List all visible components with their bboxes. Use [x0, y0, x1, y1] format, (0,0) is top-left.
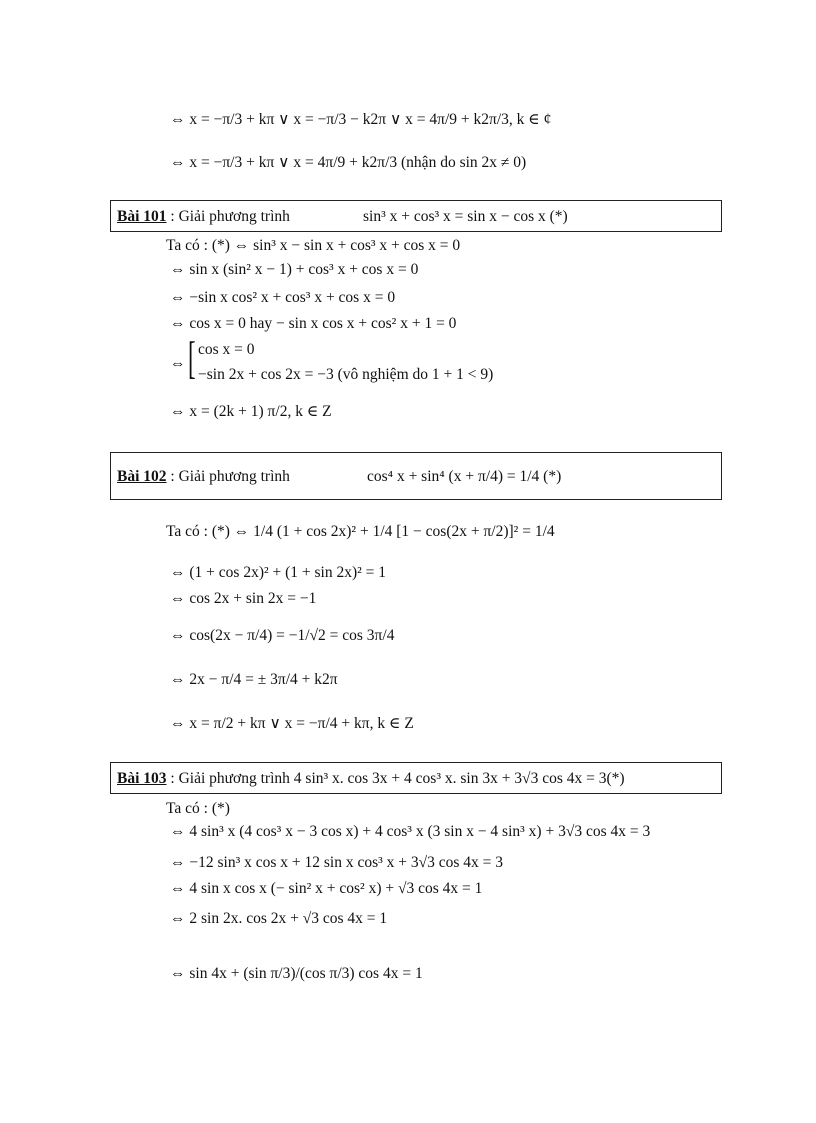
b103-step-2: ⇔ 4 sin³ x (4 cos³ x − 3 cos x) + 4 cos³ x (3 sin x − 4 sin³ x) + 3√3 cos 4x = 3	[170, 823, 651, 840]
b102-step-2: ⇔ (1 + cos 2x)² + (1 + sin 2x)² = 1	[170, 564, 387, 581]
problem-102-header	[110, 452, 722, 500]
b101-step-2: ⇔ sin x (sin² x − 1) + cos³ x + cos x = 0	[170, 261, 419, 278]
b101-equiv-symbol: ⇔	[170, 355, 186, 372]
problem-101-header	[110, 200, 722, 232]
b101-step-3: ⇔ −sin x cos² x + cos³ x + cos x = 0	[170, 289, 396, 306]
b103-step-4: ⇔ 4 sin x cos x (− sin² x + cos² x) + √3 cos 4x = 1	[170, 880, 483, 897]
problem-103-prompt: : Giải phương trình	[170, 770, 290, 787]
b101-step-4: ⇔ cos x = 0 hay − sin x cos x + cos² x + 1 = 0	[170, 315, 457, 332]
b102-step-5: ⇔ 2x − π/4 = ± 3π/4 + k2π	[170, 671, 338, 688]
problem-102-equation: cos⁴ x + sin⁴ (x + π/4) = 1/4 (*)	[367, 468, 562, 485]
b103-step-6: ⇔ sin 4x + (sin π/3)/(cos π/3) cos 4x = 1	[170, 965, 423, 982]
b103-step-1: Ta có : (*)	[166, 800, 230, 817]
b103-step-3: ⇔ −12 sin³ x cos x + 12 sin x cos³ x + 3√3 cos 4x = 3	[170, 854, 504, 871]
problem-102-prompt: : Giải phương trình	[170, 468, 290, 485]
problem-103-header	[110, 762, 722, 794]
b101-step-6: −sin 2x + cos 2x = −3 (vô nghiệm do 1 + 1 < 9)	[198, 366, 494, 383]
problem-101-prompt: : Giải phương trình	[170, 208, 290, 225]
b102-step-3: ⇔ cos 2x + sin 2x = −1	[170, 590, 317, 607]
solution-line-2: ⇔ x = −π/3 + kπ ∨ x = 4π/9 + k2π/3 (nhận do sin 2x ≠ 0)	[170, 154, 527, 171]
b102-step-1: Ta có : (*) ⇔ 1/4 (1 + cos 2x)² + 1/4 [1 − cos(2x + π/2)]² = 1/4	[166, 523, 555, 540]
b101-step-5: cos x = 0	[198, 341, 255, 358]
b101-system-bracket: [	[188, 332, 196, 383]
b101-step-7: ⇔ x = (2k + 1) π/2, k ∈ Z	[170, 403, 332, 420]
problem-101-title: Bài 101	[117, 208, 167, 225]
b103-step-5: ⇔ 2 sin 2x. cos 2x + √3 cos 4x = 1	[170, 910, 388, 927]
problem-103-title: Bài 103	[117, 770, 167, 787]
problem-102-title: Bài 102	[117, 468, 167, 485]
problem-101-equation: sin³ x + cos³ x = sin x − cos x (*)	[363, 208, 568, 225]
problem-103-equation: 4 sin³ x. cos 3x + 4 cos³ x. sin 3x + 3√3 cos 4x = 3(*)	[293, 770, 625, 787]
solution-line-1: ⇔ x = −π/3 + kπ ∨ x = −π/3 − k2π ∨ x = 4π/9 + k2π/3, k ∈ ¢	[170, 111, 552, 128]
b102-step-4: ⇔ cos(2x − π/4) = −1/√2 = cos 3π/4	[170, 627, 395, 644]
b101-step-1: Ta có : (*) ⇔ sin³ x − sin x + cos³ x + cos x = 0	[166, 237, 461, 254]
b102-step-6: ⇔ x = π/2 + kπ ∨ x = −π/4 + kπ, k ∈ Z	[170, 715, 414, 732]
